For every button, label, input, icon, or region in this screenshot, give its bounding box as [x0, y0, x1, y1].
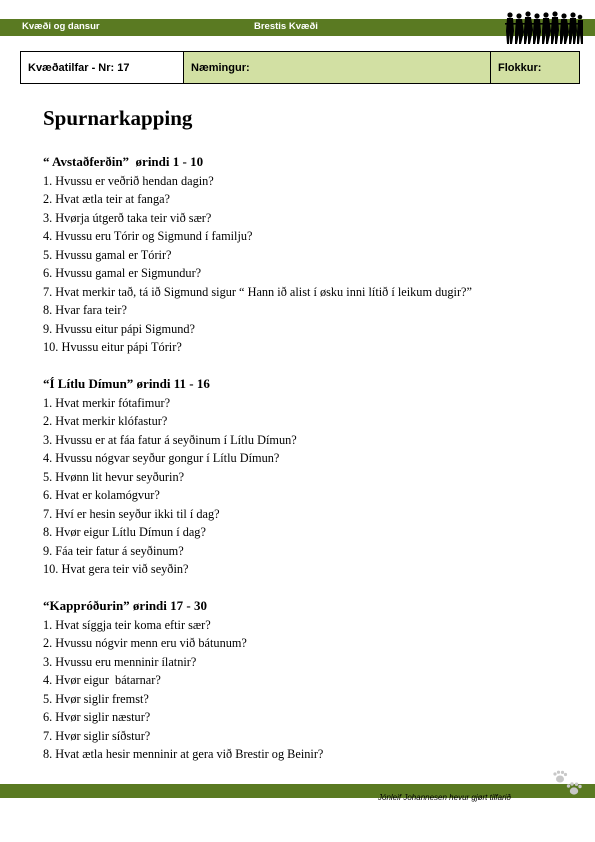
- question-item: 1. Hvat síggja teir koma eftir sær?: [43, 617, 211, 632]
- info-box: [20, 51, 580, 84]
- section-heading: “ Avstaðferðin” ørindi 1 - 10: [43, 154, 204, 169]
- question-item: 4. Hvussu eru Tórir og Sigmund í familju?: [43, 229, 253, 243]
- question-item: 10. Hvat gera teir við seyðin?: [43, 562, 189, 576]
- question-section: [43, 597, 323, 764]
- paw-prints-icon: [552, 770, 584, 800]
- question-item: 1. Hvat merkir fótafimur?: [43, 395, 171, 410]
- question-item: 1. Hvussu er veðrið hendan dagin?: [43, 173, 214, 188]
- question-item: 7. Hvat merkir tað, tá ið Sigmund sigur “ Hann ið alist í øsku inni lítið í leikum dugir?”: [43, 284, 472, 299]
- question-item: 6. Hvat er kolamógvur?: [43, 488, 160, 502]
- section-heading: “Í Lítlu Dímun” ørindi 11 - 16: [43, 376, 210, 391]
- question-item: 7. Hví er hesin seyður ikki til í dag?: [43, 506, 220, 521]
- question-item: 2. Hvat merkir klófastur?: [43, 414, 168, 428]
- class-cell[interactable]: [491, 52, 579, 83]
- question-item: 3. Hvussu er at fáa fatur á seyðinum í Lítlu Dímun?: [43, 432, 297, 447]
- sheet-number-cell: [21, 52, 184, 83]
- header-topic: Brestis Kvæði: [254, 21, 318, 32]
- question-section: [43, 153, 472, 357]
- question-item: 8. Hvar fara teir?: [43, 303, 127, 317]
- question-item: 2. Hvussu nógvir menn eru við bátunum?: [43, 636, 247, 650]
- question-item: 8. Hvat ætla hesir menninir at gera við Brestir og Beinir?: [43, 747, 324, 761]
- sheet-number-label: Kvæðatilfar - Nr: 17: [28, 61, 130, 74]
- class-label: Flokkur:: [498, 61, 542, 74]
- question-item: 5. Hvønn lit hevur seyðurin?: [43, 469, 185, 484]
- section-heading: “Kappróðurin” ørindi 17 - 30: [43, 598, 207, 613]
- question-item: 10. Hvussu eitur pápi Tórir?: [43, 340, 182, 354]
- question-item: 2. Hvat ætla teir at fanga?: [43, 192, 171, 206]
- question-item: 3. Hvørja útgerð taka teir við sær?: [43, 210, 212, 225]
- question-item: 7. Hvør siglir síðstur?: [43, 728, 151, 743]
- question-item: 6. Hvussu gamal er Sigmundur?: [43, 266, 202, 280]
- question-item: 5. Hvussu gamal er Tórir?: [43, 247, 172, 262]
- question-item: 5. Hvør siglir fremst?: [43, 691, 149, 706]
- question-item: 8. Hvør eigur Lítlu Dímun í dag?: [43, 525, 206, 539]
- question-item: 4. Hvussu nógvar seyður gongur í Lítlu Dímun?: [43, 451, 280, 465]
- question-item: 9. Hvussu eitur pápi Sigmund?: [43, 321, 195, 336]
- student-name-label: Næmingur:: [191, 61, 250, 74]
- student-name-cell[interactable]: [184, 52, 491, 83]
- page-title: Spurnarkapping: [43, 106, 193, 130]
- question-section: [43, 375, 297, 579]
- question-item: 3. Hvussu eru menninir ílatnir?: [43, 654, 197, 669]
- header-subject: Kvæði og dansur: [22, 21, 100, 32]
- question-item: 4. Hvør eigur bátarnar?: [43, 673, 161, 687]
- footer-credit: Jónleif Johannesen hevur gjørt tilfarið: [378, 793, 511, 802]
- question-item: 9. Fáa teir fatur á seyðinum?: [43, 543, 184, 558]
- dancers-icon: [505, 11, 583, 45]
- question-item: 6. Hvør siglir næstur?: [43, 710, 151, 724]
